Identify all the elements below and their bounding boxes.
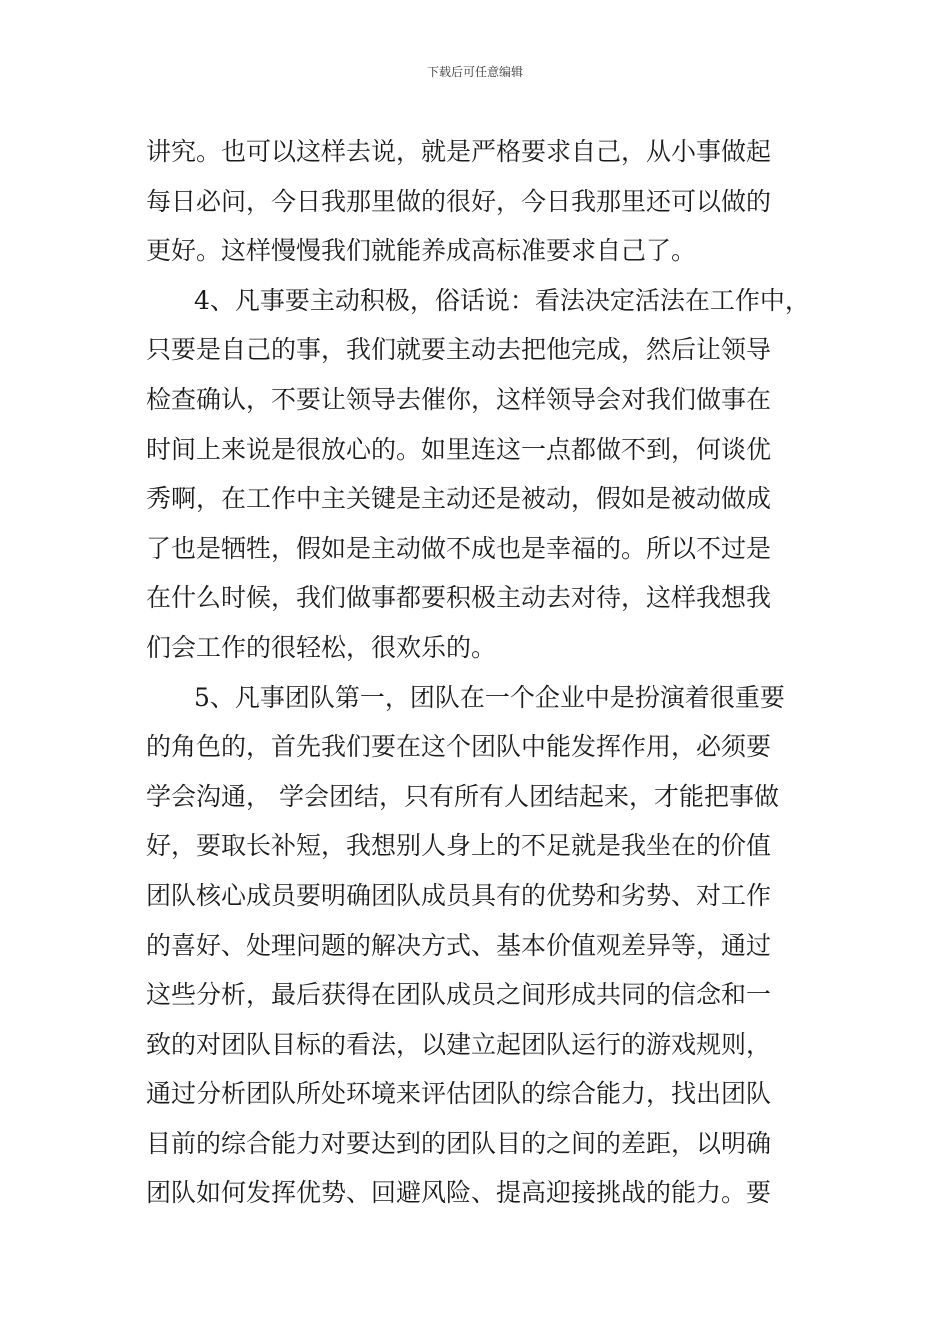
- text-line: 致的对团队目标的看法，以建立起团队运行的游戏规则，: [146, 1029, 772, 1059]
- text-line: 在什么时候，我们做事都要积极主动去对待，这样我想我: [146, 583, 772, 613]
- paragraph-4-first-line: 4、凡事要主动积极，俗话说：看法决定活法在工作中，: [194, 285, 810, 315]
- text-line: 检查确认，不要让领导去催你，这样领导会对我们做事在: [146, 384, 772, 414]
- text-line: 讲究。也可以这样去说，就是严格要求自己，从小事做起: [146, 137, 772, 166]
- text-line: 只要是自己的事，我们就要主动去把他完成，然后让领导: [146, 335, 772, 365]
- page-header: 下载后可任意编辑: [426, 65, 523, 79]
- text-line: 学会沟通， 学会团结，只有所有人团结起来，才能把事做: [146, 781, 779, 811]
- text-line: 秀啊，在工作中主关键是主动还是被动，假如是被动做成: [146, 484, 772, 514]
- text-line: 这些分析，最后获得在团队成员之间形成共同的信念和一: [146, 980, 772, 1010]
- text-line: 的喜好、处理问题的解决方式、基本价值观差异等，通过: [146, 930, 772, 960]
- text-line: 时间上来说是很放心的。如里连这一点都做不到，何谈优: [146, 434, 772, 464]
- text-line: 好，要取长补短，我想别人身上的不足就是我坐在的价值: [146, 831, 772, 861]
- document-body: [146, 127, 846, 1218]
- text-line: 们会工作的很轻松，很欢乐的。: [146, 632, 497, 662]
- text-line: 每日必问，今日我那里做的很好，今日我那里还可以做的: [146, 186, 772, 216]
- text-line: 了也是牺牲，假如是主动做不成也是幸福的。所以不过是: [146, 533, 772, 563]
- text-line: 团队核心成员要明确团队成员具有的优势和劣势、对工作: [146, 880, 772, 910]
- text-line: 通过分析团队所处环境来评估团队的综合能力，找出团队: [146, 1079, 772, 1109]
- text-line: 更好。这样慢慢我们就能养成高标准要求自己了。: [146, 236, 697, 266]
- text-line: 团队如何发挥优势、回避风险、提高迎接挑战的能力。要: [146, 1178, 772, 1208]
- text-line: 的角色的，首先我们要在这个团队中能发挥作用，必须要: [146, 732, 772, 762]
- paragraph-5-first-line: 5、凡事团队第一，团队在一个企业中是扮演着很重要: [194, 682, 785, 712]
- text-line: 目前的综合能力对要达到的团队目的之间的差距，以明确: [146, 1128, 772, 1158]
